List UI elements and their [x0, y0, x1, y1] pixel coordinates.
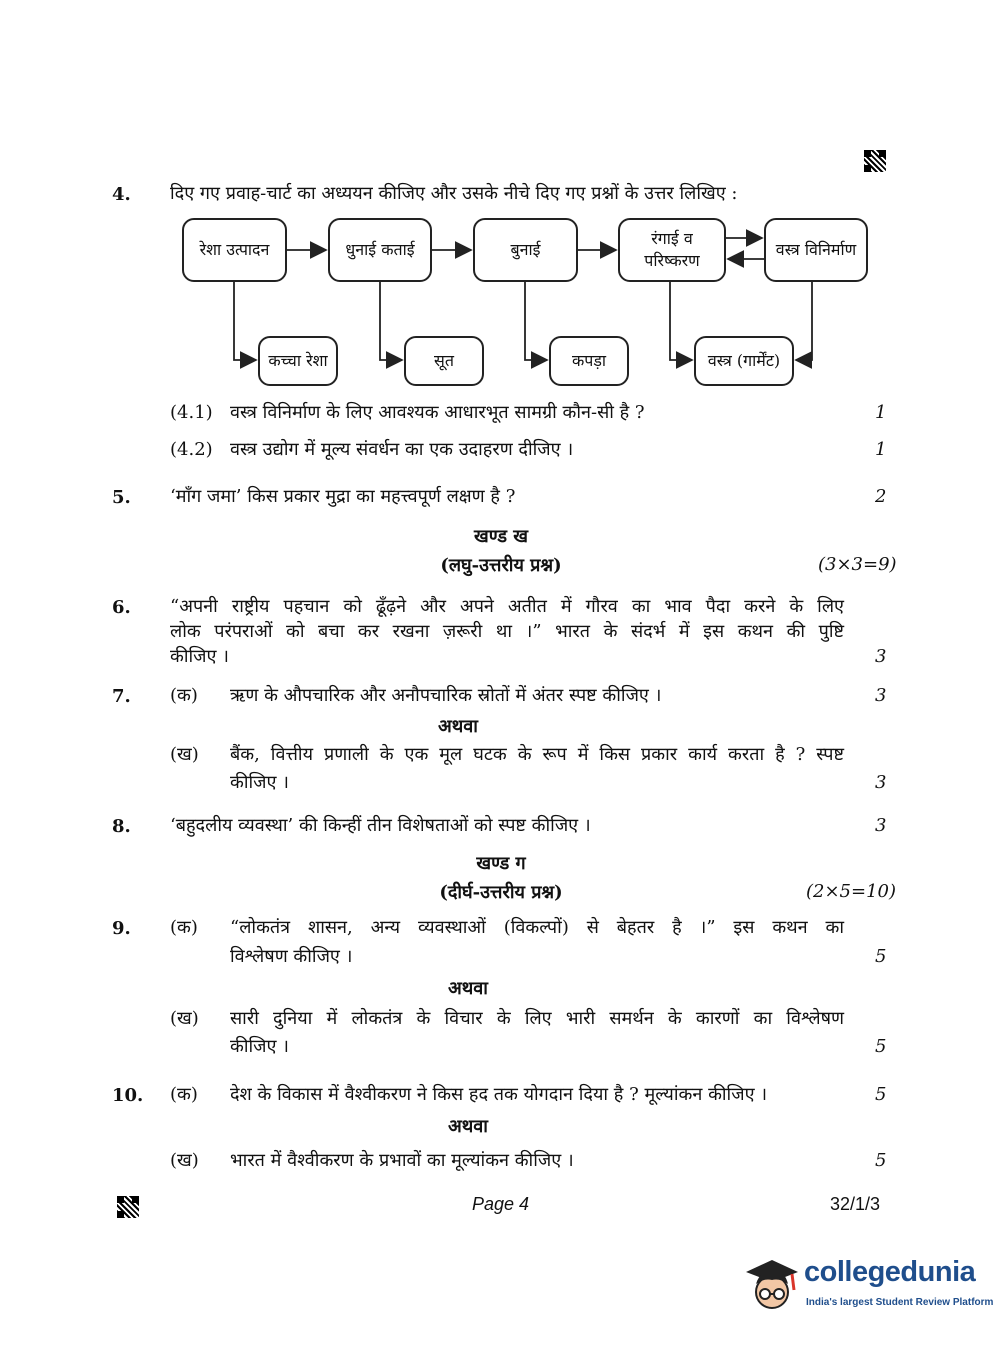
option-text: कीजिए । [230, 772, 290, 793]
marks: 5 [875, 1150, 887, 1171]
paper-code: 32/1/3 [830, 1194, 881, 1214]
or-separator: अथवा [448, 978, 488, 999]
option-label: (क) [170, 917, 198, 938]
flow-box-dyeing-finishing [618, 218, 726, 282]
qr-code-icon [117, 1196, 139, 1218]
flow-box-garment [694, 336, 794, 386]
subquestion-text: वस्त्र उद्योग में मूल्य संवर्धन का एक उदाहरण दीजिए । [230, 439, 574, 460]
subquestion-text: वस्त्र विनिर्माण के लिए आवश्यक आधारभूत सामग्री कौन-सी है ? [230, 402, 645, 423]
flow-box-yarn [404, 336, 484, 386]
marks: 2 [875, 486, 887, 507]
flow-box-garment-manufacturing [764, 218, 868, 282]
question-text: लोक परंपराओं को बचा कर रखना ज़रूरी था ।” भारत के संदर्भ में इस कथन की पुष्टि [170, 621, 844, 642]
brand-name: collegedunia [804, 1256, 976, 1288]
question-text: ‘बहुदलीय व्यवस्था’ की किन्हीं तीन विशेषताओं को स्पष्ट कीजिए । [170, 815, 591, 836]
flow-box-label: परिष्करण [644, 251, 700, 270]
flow-box-spinning [328, 218, 432, 282]
flow-box-label: कपड़ा [571, 351, 607, 370]
section-marks: (2×5=10) [806, 881, 897, 902]
brand-tagline: India's largest Student Review Platform [806, 1297, 994, 1308]
question-number: 7. [112, 686, 131, 707]
question-number: 5. [112, 487, 131, 508]
subquestion-number: (4.2) [170, 439, 213, 460]
option-text: बैंक, वित्तीय प्रणाली के एक मूल घटक के रूप में किस प्रकार कार्य करता है ? स्पष्ट [230, 744, 844, 765]
question-number: 10. [112, 1085, 144, 1106]
flow-box-label: धुनाई कताई [345, 240, 415, 259]
flow-box-label: कच्चा रेशा [268, 351, 328, 370]
marks: 3 [875, 772, 887, 793]
option-text: कीजिए । [230, 1036, 290, 1057]
marks: 3 [875, 685, 887, 706]
marks: 5 [875, 946, 887, 967]
flow-box-fabric [549, 336, 629, 386]
question-text: कीजिए । [170, 646, 230, 667]
flow-box-label: रंगाई व [651, 229, 693, 248]
question-number: 4. [112, 184, 131, 205]
section-title: खण्ड ख [474, 526, 528, 547]
flow-box-label: वस्त्र (गार्मेंट) [707, 351, 781, 370]
marks: 3 [875, 815, 887, 836]
flow-box-raw-fiber [258, 336, 338, 386]
collegedunia-mascot-icon [740, 1254, 802, 1316]
marks: 3 [875, 646, 887, 667]
option-text: ऋण के औपचारिक और अनौपचारिक स्रोतों में अंतर स्पष्ट कीजिए । [230, 685, 662, 706]
option-text: भारत में वैश्वीकरण के प्रभावों का मूल्यांकन कीजिए । [230, 1150, 574, 1171]
option-text: “लोकतंत्र शासन, अन्य व्यवस्थाओं (विकल्पों) से बेहतर है ।” इस कथन का [230, 917, 844, 938]
marks: 5 [875, 1084, 887, 1105]
flow-box-weaving [473, 218, 578, 282]
page-number: Page 4 [472, 1194, 530, 1214]
subquestion-number: (4.1) [170, 402, 213, 423]
marks: 5 [875, 1036, 887, 1057]
option-text: सारी दुनिया में लोकतंत्र के विचार के लिए भारी समर्थन के कारणों का विश्लेषण [230, 1008, 844, 1029]
section-marks: (3×3=9) [818, 554, 897, 575]
flow-chart-arrows [0, 0, 1002, 400]
option-text: विश्लेषण कीजिए । [230, 946, 353, 967]
option-label: (ख) [170, 744, 199, 765]
section-title: खण्ड ग [476, 853, 526, 874]
flow-box-label: बुनाई [510, 240, 541, 259]
flow-box-label: रेशा उत्पादन [199, 240, 270, 259]
or-separator: अथवा [438, 716, 478, 737]
question-number: 6. [112, 597, 131, 618]
question-text: ‘माँग जमा’ किस प्रकार मुद्रा का महत्त्वपूर्ण लक्षण है ? [170, 486, 516, 507]
section-subtitle: (लघु-उत्तरीय प्रश्न) [440, 555, 562, 576]
marks: 1 [875, 402, 887, 423]
question-text: “अपनी राष्ट्रीय पहचान को ढूँढ़ने और अपने अतीत में गौरव का भाव पैदा करने के लिए [170, 596, 844, 617]
question-text: दिए गए प्रवाह-चार्ट का अध्ययन कीजिए और उसके नीचे दिए गए प्रश्नों के उत्तर लिखिए : [170, 183, 738, 204]
option-label: (क) [170, 685, 198, 706]
question-number: 8. [112, 816, 131, 837]
or-separator: अथवा [448, 1116, 488, 1137]
option-label: (ख) [170, 1150, 199, 1171]
question-number: 9. [112, 918, 131, 939]
flow-box-label: सूत [434, 351, 454, 370]
section-subtitle: (दीर्घ-उत्तरीय प्रश्न) [439, 882, 563, 903]
flow-box-label: वस्त्र विनिर्माण [775, 240, 857, 259]
option-label: (क) [170, 1084, 198, 1105]
option-text: देश के विकास में वैश्वीकरण ने किस हद तक योगदान दिया है ? मूल्यांकन कीजिए । [230, 1084, 768, 1105]
marks: 1 [875, 439, 887, 460]
option-label: (ख) [170, 1008, 199, 1029]
flow-box-fiber-production [182, 218, 287, 282]
